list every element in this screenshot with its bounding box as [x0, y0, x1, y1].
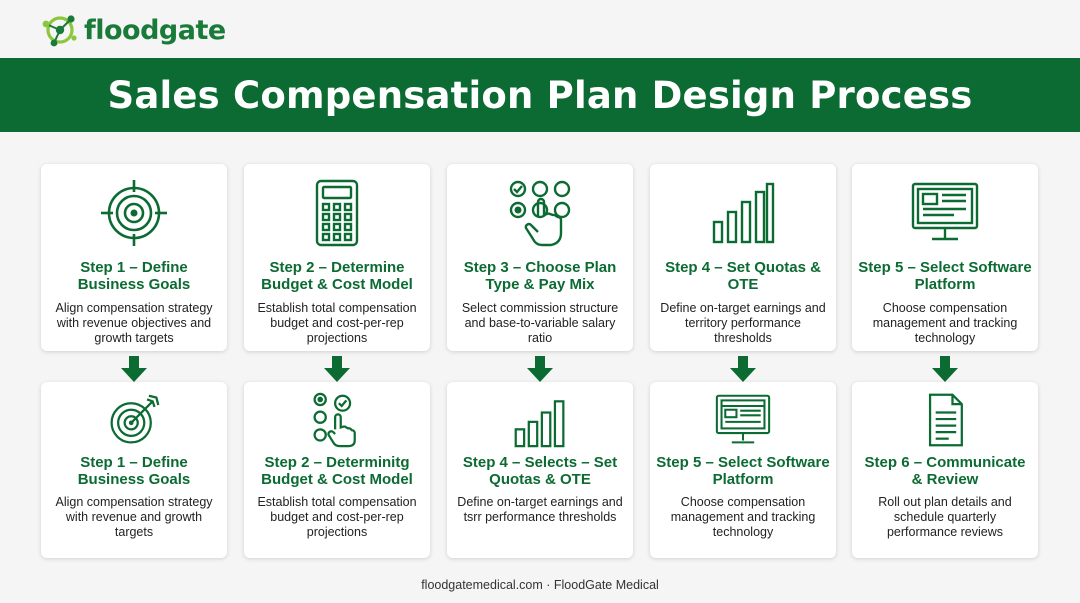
step-title: Step 1 – Define Business Goals — [77, 259, 191, 293]
monitor-icon — [650, 392, 836, 448]
arrow-down-icon — [322, 356, 352, 382]
step-title: Step 6 – Communicate & Review — [864, 454, 1026, 488]
bar-chart-icon — [447, 392, 633, 448]
page-title: Sales Compensation Plan Design Process — [107, 73, 973, 117]
title-banner — [0, 58, 1080, 132]
step-card-row1-3 — [447, 164, 633, 351]
step-title: Step 4 – Set Quotas & OTE — [665, 259, 821, 293]
calculator-icon — [244, 178, 430, 248]
arrow-down-icon — [930, 356, 960, 382]
footer-credit: floodgatemedical.com · FloodGate Medical — [421, 578, 659, 592]
step-title: Step 2 – Determinitg Budget & Cost Model — [261, 454, 413, 488]
step-title: Step 5 – Select Software Platform — [656, 454, 830, 488]
step-card-row2-5 — [852, 382, 1038, 558]
molecule-logo-icon — [40, 10, 80, 50]
document-icon — [852, 392, 1038, 448]
step-card-row2-1 — [41, 382, 227, 558]
step-description: Define on-target earnings and tsrr performance thresholds — [457, 495, 623, 524]
step-title: Step 1 – Define Business Goals — [77, 454, 191, 488]
step-description: Align compensation strategy with revenue objectives and growth targets — [55, 301, 213, 345]
step-description: Establish total compensation budget and cost-per-rep projections — [257, 495, 417, 539]
target-icon — [41, 178, 227, 248]
choice-grid-icon — [447, 178, 633, 248]
step-description: Choose compensation management and tracking technology — [670, 495, 816, 539]
monitor-icon — [852, 178, 1038, 248]
step-card-row1-4 — [650, 164, 836, 351]
step-title: Step 4 – Selects – Set Quotas & OTE — [462, 454, 618, 488]
arrow-down-icon — [728, 356, 758, 382]
step-title: Step 3 – Choose Plan Type & Pay Mix — [463, 259, 617, 293]
step-description: Establish total compensation budget and cost-per-rep projections — [257, 301, 417, 345]
step-card-row1-5 — [852, 164, 1038, 351]
logo-text: floodgate — [84, 14, 226, 46]
step-description: Roll out plan details and schedule quarterly performance reviews — [878, 495, 1012, 539]
step-card-row2-2 — [244, 382, 430, 558]
choice-hand-icon — [244, 392, 430, 448]
step-card-row2-3 — [447, 382, 633, 558]
floodgate-logo — [40, 10, 226, 50]
step-card-row1-2 — [244, 164, 430, 351]
target-arrow-icon — [41, 392, 227, 448]
arrow-down-icon — [119, 356, 149, 382]
step-description: Define on-target earnings and territory performance thresholds — [660, 301, 826, 345]
step-description: Align compensation strategy with revenue and growth targets — [55, 495, 213, 539]
step-card-row1-1 — [41, 164, 227, 351]
bar-chart-icon — [650, 178, 836, 248]
step-title: Step 2 – Determine Budget & Cost Model — [261, 259, 413, 293]
arrow-down-icon — [525, 356, 555, 382]
step-description: Select commission structure and base-to-variable salary ratio — [461, 301, 619, 345]
step-card-row2-4 — [650, 382, 836, 558]
step-description: Choose compensation management and tracking technology — [872, 301, 1018, 345]
step-title: Step 5 – Select Software Platform — [858, 259, 1032, 293]
